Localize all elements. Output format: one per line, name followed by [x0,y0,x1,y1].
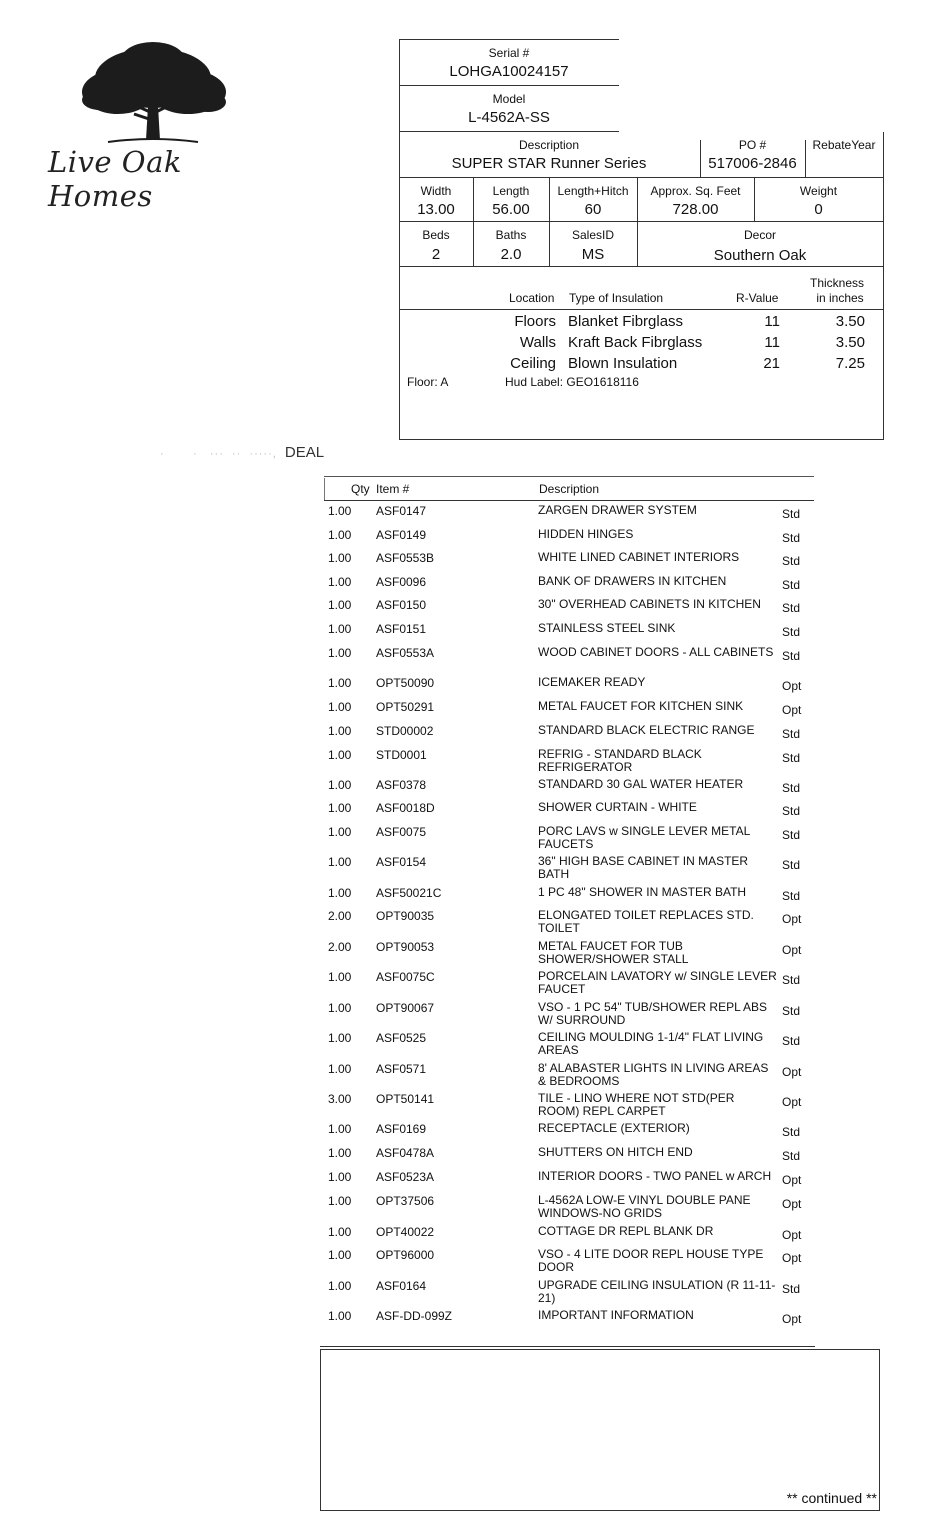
row-qty: 1.00 [328,1122,352,1136]
row-qty: 1.00 [328,646,352,660]
floor-label: Floor: A [407,375,449,389]
row-description: SHOWER CURTAIN - WHITE [538,800,697,814]
row-qty: 1.00 [328,700,352,714]
row-type: Opt [782,1173,802,1187]
model-value: L-4562A-SS [468,109,550,126]
row-type: Std [782,1149,801,1163]
length-value: 56.00 [492,201,530,218]
row-qty: 1.00 [328,528,352,542]
po-value: 517006-2846 [708,155,797,172]
row-type: Opt [782,943,802,957]
row-description: CEILING MOULDING 1-1/4" FLAT LIVING AREAS [538,1030,764,1057]
row-qty: 1.00 [328,598,352,612]
row-qty: 1.00 [328,1248,352,1262]
length-hitch-value: 60 [584,201,602,218]
row-type: Std [782,973,801,987]
notes-box [320,1349,880,1511]
row-qty: 1.00 [328,748,352,762]
row-item: OPT90053 [376,940,435,954]
row-description: ZARGEN DRAWER SYSTEM [538,503,697,517]
row-description: METAL FAUCET FOR KITCHEN SINK [538,699,744,713]
row-type: Opt [782,1197,802,1211]
row-item: ASF0147 [376,504,427,518]
description-label: Description [518,138,580,152]
sqft-label: Approx. Sq. Feet [650,184,741,198]
row-item: ASF0154 [376,855,427,869]
row-type: Std [782,507,801,521]
weight-label: Weight [799,184,838,198]
row-description: HIDDEN HINGES [538,527,634,541]
insulation-thickness-header-2: in inches [816,291,864,305]
row-type: Std [782,727,801,741]
row-description: METAL FAUCET FOR TUB SHOWER/SHOWER STALL [538,939,689,966]
row-type: Std [782,1004,801,1018]
row-type: Opt [782,912,802,926]
row-item: OPT90035 [376,909,435,923]
row-item: OPT50090 [376,676,435,690]
row-item: OPT96000 [376,1248,435,1262]
row-description: REFRIG - STANDARD BLACK REFRIGERATOR [538,747,702,774]
row-qty: 1.00 [328,575,352,589]
row-description: L-4562A LOW-E VINYL DOUBLE PANE WINDOWS-NO GRIDS [538,1193,751,1220]
row-type: Std [782,781,801,795]
hud-label: Hud Label: GEO1618116 [505,375,639,389]
oak-tree-icon [78,40,228,148]
row-description: IMPORTANT INFORMATION [538,1308,694,1322]
row-type: Std [782,625,801,639]
row-description: ELONGATED TOILET REPLACES STD. TOILET [538,908,754,935]
row-item: ASF0164 [376,1279,427,1293]
continued-label: ** continued ** [786,1490,877,1506]
row-description: COTTAGE DR REPL BLANK DR [538,1224,714,1238]
row-description: 36" HIGH BASE CABINET IN MASTER BATH [538,854,749,881]
sqft-value: 728.00 [672,201,719,218]
row-qty: 1.00 [328,778,352,792]
row-item: ASF50021C [376,886,442,900]
row-qty: 1.00 [328,1194,352,1208]
row-description: STANDARD 30 GAL WATER HEATER [538,777,744,791]
baths-value: 2.0 [500,246,522,263]
qty-header: Qty [351,482,370,496]
row-qty: 1.00 [328,551,352,565]
row-item: ASF0553B [376,551,435,565]
row-type: Std [782,858,801,872]
insulation-type-header: Type of Insulation [569,291,664,305]
row-type: Std [782,649,801,663]
serial-value: LOHGA10024157 [449,63,569,80]
row-description: ICEMAKER READY [538,675,646,689]
length-hitch-label: Length+Hitch [557,184,629,198]
salesid-value: MS [581,246,605,263]
row-description: STAINLESS STEEL SINK [538,621,676,635]
item-header: Item # [376,482,410,496]
row-description: PORCELAIN LAVATORY w/ SINGLE LEVER FAUCET [538,969,777,996]
brand-name: Live Oak Homes [48,145,182,213]
row-item: ASF0378 [376,778,427,792]
row-qty: 2.00 [328,940,352,954]
row-item: ASF0169 [376,1122,427,1136]
row-type: Opt [782,703,802,717]
row-type: Opt [782,1312,802,1326]
row-item: OPT90067 [376,1001,435,1015]
row-qty: 1.00 [328,1031,352,1045]
insulation-rvalue-header: R-Value [736,291,779,305]
beds-label: Beds [422,228,450,242]
row-description: WOOD CABINET DOORS - ALL CABINETS [538,645,774,659]
insulation-location-header: Location [509,291,555,305]
row-item: STD0001 [376,748,427,762]
row-item: ASF0075C [376,970,435,984]
row-qty: 1.00 [328,1062,352,1076]
length-label: Length [492,184,530,198]
row-qty: 2.00 [328,909,352,923]
row-item: ASF0149 [376,528,427,542]
row-item: OPT40022 [376,1225,435,1239]
width-label: Width [420,184,452,198]
row-item: ASF0096 [376,575,427,589]
row-item: ASF0150 [376,598,427,612]
row-type: Std [782,1282,801,1296]
row-qty: 1.00 [328,825,352,839]
row-type: Opt [782,1228,802,1242]
row-description: VSO - 4 LITE DOOR REPL HOUSE TYPE DOOR [538,1247,764,1274]
row-qty: 1.00 [328,1309,352,1323]
row-type: Std [782,554,801,568]
deal-label: · · ··· ·· ·····, DEAL [160,444,325,461]
row-item: ASF0018D [376,801,435,815]
row-description: STANDARD BLACK ELECTRIC RANGE [538,723,755,737]
row-item: ASF0478A [376,1146,435,1160]
row-qty: 1.00 [328,1001,352,1015]
row-type: Std [782,601,801,615]
row-qty: 1.00 [328,970,352,984]
salesid-label: SalesID [571,228,615,242]
decor-label: Decor [743,228,776,242]
row-type: Std [782,531,801,545]
row-description: 8' ALABASTER LIGHTS IN LIVING AREAS & BEDROOMS [538,1061,769,1088]
row-description: WHITE LINED CABINET INTERIORS [538,550,740,564]
row-description: TILE - LINO WHERE NOT STD(PER ROOM) REPL CARPET [538,1091,735,1118]
row-description: UPGRADE CEILING INSULATION (R 11-11-21) [538,1278,776,1305]
description-value: SUPER STAR Runner Series [451,155,647,172]
description-header: Description [539,482,600,496]
rebate-label: RebateYear [812,138,876,152]
row-qty: 1.00 [328,1146,352,1160]
row-type: Opt [782,1095,802,1109]
row-qty: 1.00 [328,1225,352,1239]
beds-value: 2 [431,246,441,263]
row-qty: 1.00 [328,676,352,690]
row-item: OPT50291 [376,700,435,714]
row-description: INTERIOR DOORS - TWO PANEL w ARCH [538,1169,772,1183]
row-qty: 1.00 [328,622,352,636]
row-qty: 1.00 [328,855,352,869]
row-item: ASF-DD-099Z [376,1309,453,1323]
row-description: BANK OF DRAWERS IN KITCHEN [538,574,727,588]
row-item: ASF0553A [376,646,435,660]
po-label: PO # [738,138,767,152]
row-item: ASF0525 [376,1031,427,1045]
row-type: Std [782,889,801,903]
row-type: Std [782,1125,801,1139]
row-qty: 1.00 [328,1170,352,1184]
row-description: PORC LAVS w SINGLE LEVER METAL FAUCETS [538,824,750,851]
row-qty: 1.00 [328,886,352,900]
row-description: VSO - 1 PC 54" TUB/SHOWER REPL ABS W/ SURROUND [538,1000,767,1027]
model-label: Model [492,92,526,106]
row-item: ASF0151 [376,622,427,636]
row-description: 1 PC 48" SHOWER IN MASTER BATH [538,885,747,899]
row-item: OPT37506 [376,1194,435,1208]
serial-label: Serial # [488,46,530,60]
row-type: Std [782,751,801,765]
row-type: Opt [782,1251,802,1265]
row-description: 30" OVERHEAD CABINETS IN KITCHEN [538,597,761,611]
row-item: ASF0571 [376,1062,427,1076]
row-item: OPT50141 [376,1092,435,1106]
weight-value: 0 [814,201,823,218]
row-qty: 1.00 [328,801,352,815]
row-item: ASF0523A [376,1170,435,1184]
baths-label: Baths [495,228,527,242]
insulation-thickness-header: Thickness [809,276,865,290]
row-qty: 3.00 [328,1092,352,1106]
decor-value: Southern Oak [713,247,807,264]
row-item: ASF0075 [376,825,427,839]
row-type: Std [782,1034,801,1048]
row-type: Std [782,804,801,818]
width-value: 13.00 [417,201,455,218]
row-qty: 1.00 [328,1279,352,1293]
row-qty: 1.00 [328,724,352,738]
row-type: Opt [782,679,802,693]
row-description: SHUTTERS ON HITCH END [538,1145,693,1159]
row-qty: 1.00 [328,504,352,518]
row-type: Std [782,828,801,842]
row-type: Opt [782,1065,802,1079]
row-item: STD00002 [376,724,434,738]
row-type: Std [782,578,801,592]
row-description: RECEPTACLE (EXTERIOR) [538,1121,690,1135]
